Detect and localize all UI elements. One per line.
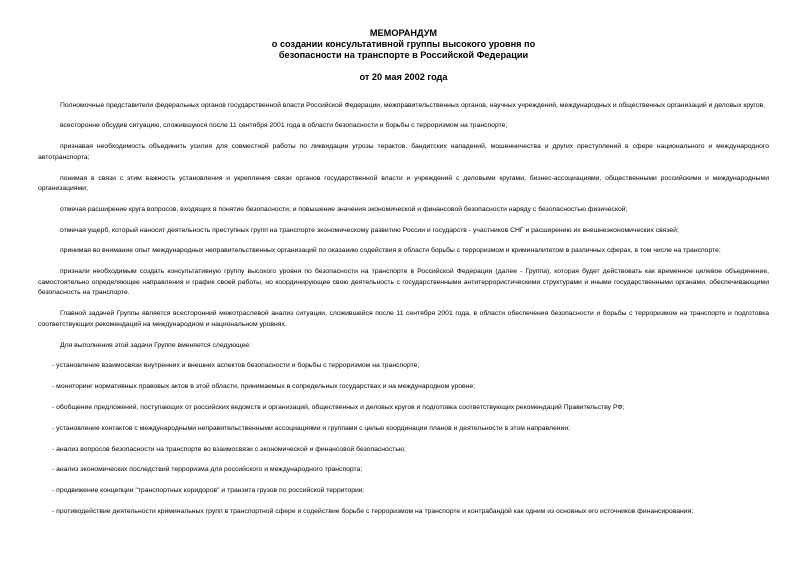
list-item: - противодействие деятельности криминальных групп в транспортной сфере и содействие борьбе с терроризмом на транспорте и контрабандой как одним из основных его источников финансирования; (52, 507, 694, 515)
paragraph: всесторонне обсудив ситуацию, сложившуюся после 11 сентября 2001 года в области безопасности и борьбы с терроризмом на транспорте; (60, 122, 508, 130)
list-item: - продвижение концепции "транспортных коридоров" и транзита грузов по российской территории; (52, 487, 365, 495)
list-item: - установление взаимосвязи внутренних и внешних аспектов безопасности и борьбы с терроризмом на транспорте; (52, 362, 420, 370)
document-date: от 20 мая 2002 года (359, 71, 448, 82)
paragraph: отмечая расширение круга вопросов, входящих в понятие безопасности, и повышение значения экономической и финансовой безопасности наряду с безопасностью физической; (60, 205, 628, 213)
list-item: - мониторинг нормативных правовых актов в этой области, принимаемых в сопредельных государствах и на международном уровне; (52, 383, 476, 391)
paragraph: Для выполнения этой задачи Группе вменяется следующее: (60, 341, 251, 349)
document-title: МЕМОРАНДУМ (369, 28, 438, 38)
paragraph: Полномочные представители федеральных органов государственной власти Российской Федерации, межправительственных органов, научных учреждений, международных и общественных организаций и деловых кругов, (60, 101, 766, 109)
document-subtitle-line-1: о создании консультативной группы высокого уровня по (271, 39, 536, 50)
list-item: - анализ экономических последствий терроризма для российского и международного транспорта; (52, 466, 363, 474)
document-header (38, 28, 769, 62)
document-body (38, 101, 769, 518)
paragraph: принимая во внимание опыт международных неправительственных организаций по оказанию содействия в области борьбы с терроризмом и криминалитетом в различных сферах, в том числе на транспорте; (60, 247, 721, 255)
memorandum-page (38, 28, 769, 528)
list-item: - установление контактов с международными неправительственными ассоциациями и группами с целью координации планов и деятельности в этом направлении; (52, 424, 571, 432)
list-item: - анализ вопросов безопасности на транспорте во взаимосвязи с экономической и финансовой безопасностью; (52, 445, 406, 453)
document-subtitle-line-2: безопасности на транспорте в Российской Федерации (278, 50, 529, 61)
paragraph: признали необходимым создать консультативную группу высокого уровня по безопасности на транспорте в Российской Федерации (далее - Группа), которая будет действовать как временное целевое объединение, самостоятельно определяющее направления и график своей работы, но координирующее свою деятельность с государственными антитеррористическими структурами и иными государственными органами, обеспечивающими безопасность на транспорте. (38, 268, 769, 297)
paragraph: понимая в связи с этим важность установления и укрепления связи органов государственной власти и учреждений с деловыми кругами, бизнес-ассоциациями, общественными российскими и международными организациями; (38, 174, 769, 193)
list-item: - обобщение предложений, поступающих от российских ведомств и организаций, общественных и деловых кругов и подготовка соответствующих рекомендаций Правительству РФ; (52, 403, 625, 411)
paragraph: Главной задачей Группы является всесторонний межотраслевой анализ ситуации, сложившейся после 11 сентября 2001 года, в области обеспечения безопасности и борьбы с терроризмом на транспорте и подготовка соответствующих рекомендаций на международном и национальном уровнях. (38, 310, 769, 328)
paragraph: признавая необходимость объединить усилия для совместной работы по ликвидации угрозы терактов, бандитских нападений, мошенничества и других преступлений в сфере национального и международного автотранспорта; (38, 143, 769, 161)
paragraph: отмечая ущерб, который наносит деятельность преступных групп на транспорте экономическому развитию России и государств - участников СНГ и расширению их внешнеэкономических связей; (60, 226, 679, 234)
